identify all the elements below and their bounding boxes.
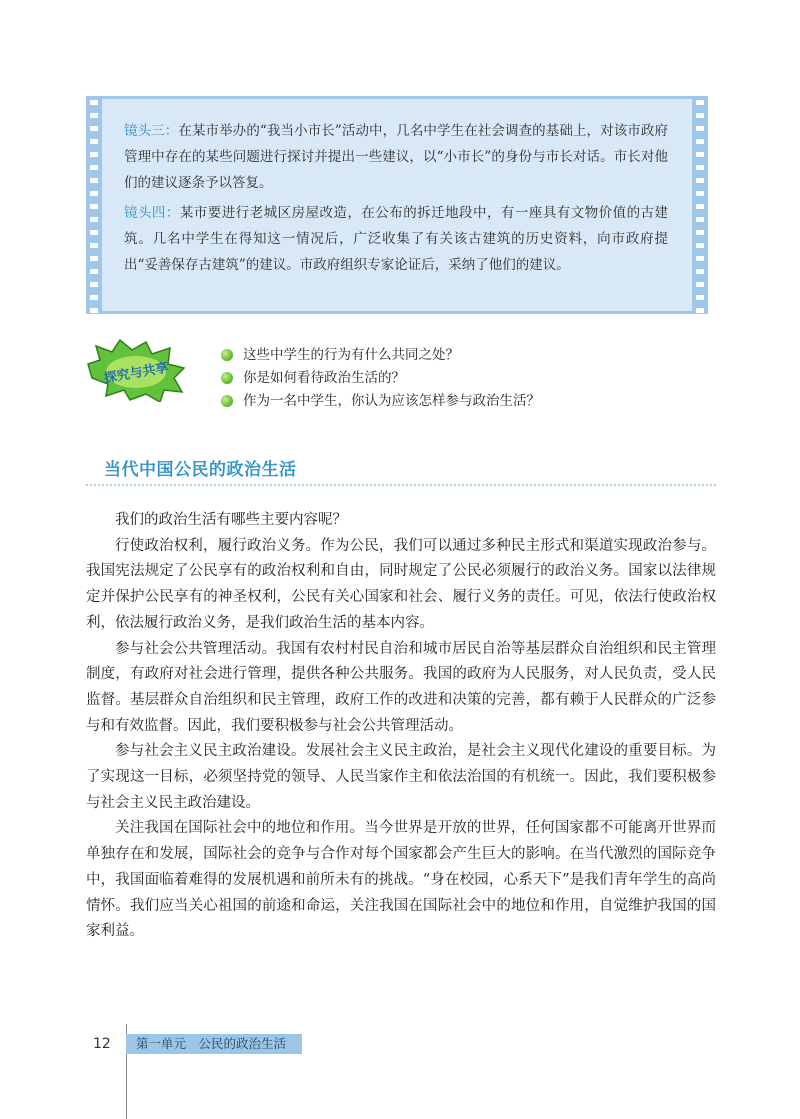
- bullet-icon: [221, 349, 233, 361]
- shot-4-text: 某市要进行老城区房屋改造，在公布的拆迁地段中，有一座具有文物价值的古建筑。几名中学生在得知这一情况后，广泛收集了有关该古建筑的历史资料，向市政府提出“妥善保存古建筑”的建议。市政府组织专家论证后，采纳了他们的建议。: [124, 205, 669, 273]
- body-paragraph: 参与社会公共管理活动。我国有农村村民自治和城市居民自治等基层群众自治组织和民主管理制度，有政府对社会进行管理，提供各种公共服务。我国的政府为人民服务，对人民负责，受人民监督。基层群众自治组织和民主管理，政府工作的改进和决策的完善，都有赖于人民群众的广泛参与和有效监督。因此，我们要积极参与社会公共管理活动。: [86, 640, 716, 734]
- section-title: 当代中国公民的政治生活: [104, 460, 297, 480]
- shot-3-text: 在某市举办的“我当小市长”活动中，几名中学生在社会调查的基础上，对该市政府管理中存在的某些问题进行探讨并提出一些建议，以“小市长”的身份与市长对话。市长对他们的建议逐条予以答复。: [124, 123, 668, 191]
- question-item: [221, 367, 540, 390]
- badge-text: 探究与共享: [102, 360, 170, 387]
- shot-4-label: 镜头四：: [124, 205, 180, 221]
- question-text: 这些中学生的行为有什么共同之处？: [243, 347, 459, 363]
- shot-3-label: 镜头三：: [124, 123, 179, 139]
- question-list: [221, 344, 540, 413]
- bullet-icon: [221, 372, 233, 384]
- film-strip-right: [692, 96, 708, 314]
- question-item: [221, 390, 540, 413]
- shot-3: [124, 118, 668, 196]
- case-film-box: [86, 96, 708, 314]
- body-paragraph: 我们的政治生活有哪些主要内容呢？: [115, 512, 347, 528]
- section-divider: [86, 484, 716, 486]
- explore-share-section: [86, 338, 726, 418]
- body-paragraph: 行使政治权利，履行政治义务。作为公民，我们可以通过多种民主形式和渠道实现政治参与。我国宪法规定了公民享有的政治权利和自由，同时规定了公民必须履行的政治义务。国家以法律规定并保护公民享有的神圣权利，公民有关心国家和社会、履行义务的责任。可见，依法行使政治权利，依法履行政治义务，是我们政治生活的基本内容。: [86, 537, 716, 631]
- chapter-tab: 第一单元 公民的政治生活: [126, 1034, 302, 1054]
- question-text: 作为一名中学生，你认为应该怎样参与政治生活？: [243, 393, 540, 409]
- explore-share-badge: [86, 338, 186, 402]
- body-text: [86, 508, 716, 945]
- case-text: [124, 118, 668, 282]
- film-strip-left: [86, 96, 102, 314]
- body-paragraph: 关注我国在国际社会中的地位和作用。当今世界是开放的世界，任何国家都不可能离开世界而单独存在和发展，国际社会的竞争与合作对每个国家都会产生巨大的影响。在当代激烈的国际竞争中，我国面临着难得的发展机遇和前所未有的挑战。“身在校园，心系天下”是我们青年学生的高尚情怀。我们应当关心祖国的前途和命运，关注我国在国际社会中的地位和作用，自觉维护我国的国家利益。: [86, 820, 716, 940]
- body-paragraph: 参与社会主义民主政治建设。发展社会主义民主政治，是社会主义现代化建设的重要目标。为了实现这一目标，必须坚持党的领导、人民当家作主和依法治国的有机统一。因此，我们要积极参与社会主义民主政治建设。: [86, 743, 716, 811]
- bullet-icon: [221, 395, 233, 407]
- question-text: 你是如何看待政治生活的？: [243, 370, 405, 386]
- shot-4: [124, 200, 668, 278]
- question-item: [221, 344, 540, 367]
- page-number: 12: [93, 1036, 111, 1052]
